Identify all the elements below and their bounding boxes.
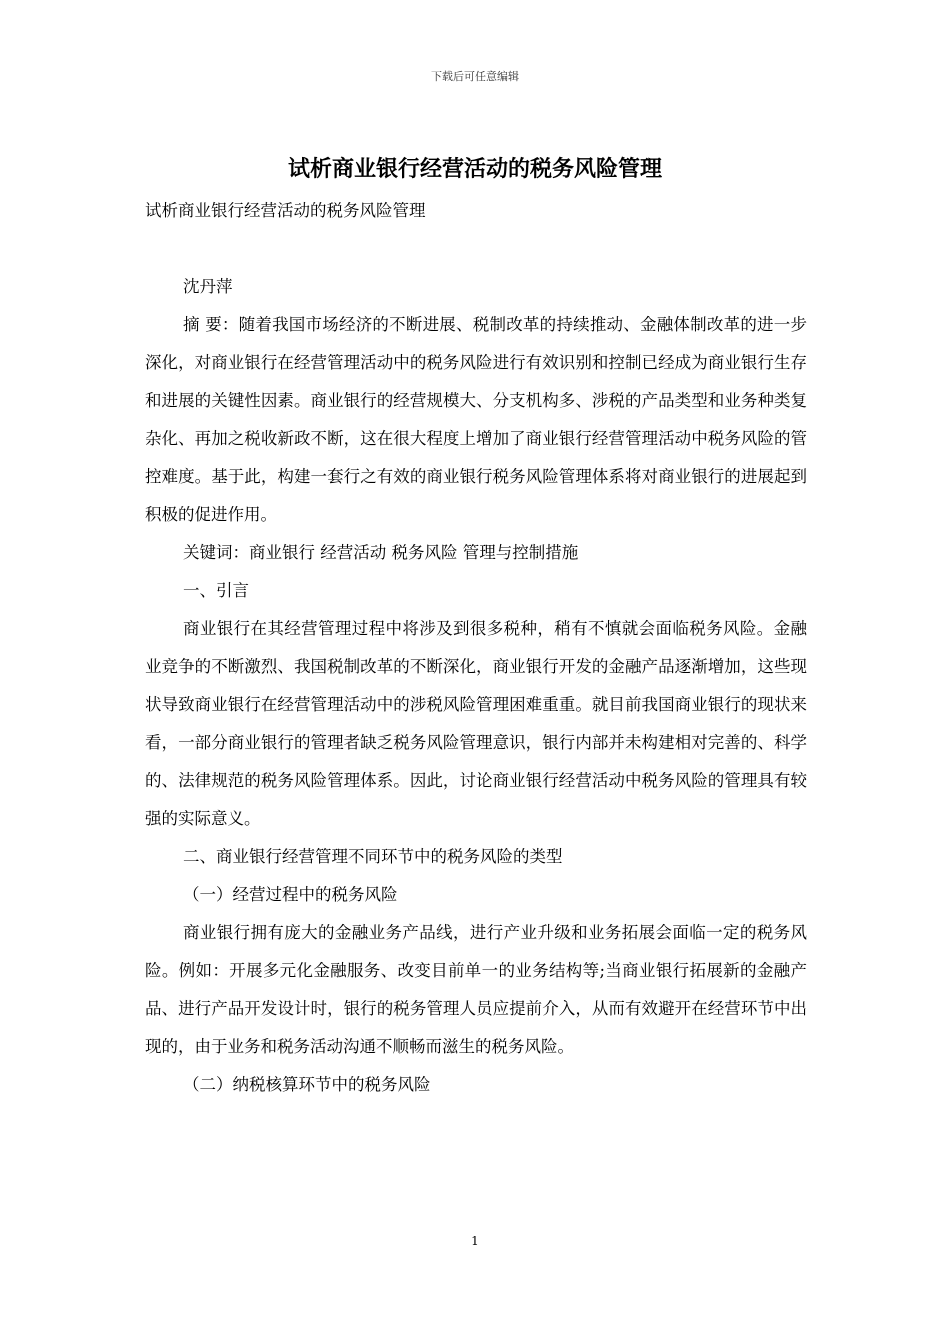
section-heading-risk-types: 二、商业银行经营管理不同环节中的税务风险的类型 [183,847,563,866]
document-body [145,192,807,1104]
operation-risk-paragraph: 商业银行拥有庞大的金融业务产品线，进行产业升级和业务拓展会面临一定的税务风险。例如：开展多元化金融服务、改变目前单一的业务结构等;当商业银行拓展新的金融产品、进行产品开发设计时，银行的税务管理人员应提前介入，从而有效避开在经营环节中出现的，由于业务和税务活动沟通不顺畅而滋生的税务风险。 [145,923,807,1056]
document-title: 试析商业银行经营活动的税务风险管理 [287,157,662,182]
header-note: 下载后可任意编辑 [431,70,519,83]
abstract-paragraph: 摘 要：随着我国市场经济的不断进展、税制改革的持续推动、金融体制改革的进一步深化，对商业银行在经营管理活动中的税务风险进行有效识别和控制已经成为商业银行生存和进展的关键性因素。商业银行的经营规模大、分支机构多、涉税的产品类型和业务种类复杂化、再加之税收新政不断，这在很大程度上增加了商业银行经营管理活动中税务风险的管控难度。基于此，构建一套行之有效的商业银行税务风险管理体系将对商业银行的进展起到积极的促进作用。 [145,315,807,524]
section-heading-introduction: 一、引言 [183,581,249,600]
subsection-heading-tax-accounting: （二）纳税核算环节中的税务风险 [183,1075,431,1094]
introduction-paragraph: 商业银行在其经营管理过程中将涉及到很多税种，稍有不慎就会面临税务风险。金融业竞争的不断激烈、我国税制改革的不断深化，商业银行开发的金融产品逐渐增加，这些现状导致商业银行在经营管理活动中的涉税风险管理困难重重。就目前我国商业银行的现状来看，一部分商业银行的管理者缺乏税务风险管理意识，银行内部并未构建相对完善的、科学的、法律规范的税务风险管理体系。因此，讨论商业银行经营活动中税务风险的管理具有较强的实际意义。 [145,619,807,828]
page-number: 1 [471,1234,479,1248]
keywords-line: 关键词：商业银行 经营活动 税务风险 管理与控制措施 [183,543,579,562]
subsection-heading-operation: （一）经营过程中的税务风险 [183,885,398,904]
author: 沈丹萍 [183,277,233,296]
subtitle: 试析商业银行经营活动的税务风险管理 [145,201,426,220]
blank-line [145,230,807,268]
